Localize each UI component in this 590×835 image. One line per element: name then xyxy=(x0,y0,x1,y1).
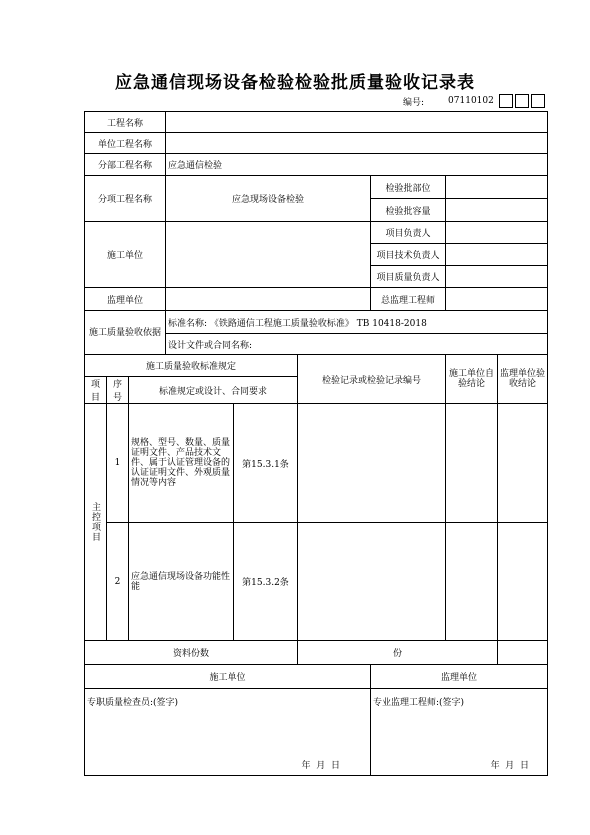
construction-unit-label: 施工单位 xyxy=(85,222,166,288)
supervision-engineer-label: 专业监理工程师:(签字) xyxy=(373,698,465,708)
project-name-label: 工程名称 xyxy=(85,112,166,133)
code-value: 07110102 xyxy=(448,96,494,106)
code-line xyxy=(403,94,545,108)
design-text: 设计文件或合同名称: xyxy=(166,334,548,355)
item-1-requirement: 规格、型号、数量、质量证明文件、产品技术文件、属于认证管理设备的认证证明文件、外观质量情况等内容 xyxy=(129,404,234,523)
batch-capacity-field[interactable] xyxy=(446,199,548,222)
construction-conclusion-header: 施工单位自验结论 xyxy=(446,355,498,404)
copies-field[interactable] xyxy=(498,641,548,665)
batch-location-field[interactable] xyxy=(446,176,548,199)
code-label: 编号: xyxy=(403,97,425,108)
copies-label: 资料份数 xyxy=(85,641,298,665)
item-1-seq: 1 xyxy=(107,404,129,523)
supervision-signature-area[interactable] xyxy=(371,689,548,776)
code-box-1[interactable] xyxy=(499,94,513,108)
item-1-construction-conclusion[interactable] xyxy=(446,404,498,523)
tech-manager-field[interactable] xyxy=(446,244,548,266)
copies-unit: 份 xyxy=(298,641,498,665)
project-manager-label: 项目负责人 xyxy=(371,222,446,244)
unit-project-label: 单位工程名称 xyxy=(85,133,166,154)
chief-supervisor-field[interactable] xyxy=(446,288,548,311)
tech-manager-label: 项目技术负责人 xyxy=(371,244,446,266)
main-control-cell xyxy=(85,404,107,641)
item-2-requirement: 应急通信现场设备功能性能 xyxy=(129,523,234,641)
record-header: 检验记录或检验记录编号 xyxy=(298,355,446,404)
item-project-label: 分项工程名称 xyxy=(85,176,166,222)
batch-capacity-label: 检验批容量 xyxy=(371,199,446,222)
item-1-supervision-conclusion[interactable] xyxy=(498,404,548,523)
page-title: 应急通信现场设备检验检验批质量验收记录表 xyxy=(115,73,475,93)
quality-manager-label: 项目质量负责人 xyxy=(371,266,446,288)
quality-manager-field[interactable] xyxy=(446,266,548,288)
item-1-clause: 第15.3.1条 xyxy=(234,404,298,523)
sub-project-value: 应急通信检验 xyxy=(166,154,548,176)
unit-project-field[interactable] xyxy=(166,133,548,154)
seq-header: 序号 xyxy=(107,377,129,404)
item-header: 项目 xyxy=(85,377,107,404)
sign-supervision-unit: 监理单位 xyxy=(371,665,548,689)
item-2-construction-conclusion[interactable] xyxy=(446,523,498,641)
supervision-date: 年 月 日 xyxy=(490,761,530,771)
acceptance-form xyxy=(84,111,548,776)
chief-supervisor-label: 总监理工程师 xyxy=(371,288,446,311)
code-box-3[interactable] xyxy=(531,94,545,108)
project-manager-field[interactable] xyxy=(446,222,548,244)
batch-location-label: 检验批部位 xyxy=(371,176,446,199)
supervision-unit-label: 监理单位 xyxy=(85,288,166,311)
requirement-header: 标准规定或设计、合同要求 xyxy=(129,377,298,404)
construction-date: 年 月 日 xyxy=(301,761,340,771)
construction-unit-field[interactable] xyxy=(166,222,371,288)
supervision-conclusion-header: 监理单位验收结论 xyxy=(498,355,548,404)
item-2-record[interactable] xyxy=(298,523,446,641)
standard-text: 标准名称: 《铁路通信工程施工质量验收标准》 TB 10418-2018 xyxy=(166,311,548,334)
code-box-2[interactable] xyxy=(515,94,529,108)
project-name-field[interactable] xyxy=(166,112,548,133)
construction-signature-area[interactable] xyxy=(85,689,371,776)
item-2-clause: 第15.3.2条 xyxy=(234,523,298,641)
item-1-record[interactable] xyxy=(298,404,446,523)
spec-group-header: 施工质量验收标准规定 xyxy=(85,355,298,377)
sub-project-label: 分部工程名称 xyxy=(85,154,166,176)
item-project-value: 应急现场设备检验 xyxy=(166,176,371,222)
construction-inspector-label: 专职质量检查员:(签字) xyxy=(87,698,179,708)
item-2-supervision-conclusion[interactable] xyxy=(498,523,548,641)
supervision-unit-field[interactable] xyxy=(166,288,371,311)
sign-construction-unit: 施工单位 xyxy=(85,665,371,689)
main-control-label: 主控项目 xyxy=(90,502,100,542)
basis-label: 施工质量验收依据 xyxy=(85,311,166,355)
item-2-seq: 2 xyxy=(107,523,129,641)
